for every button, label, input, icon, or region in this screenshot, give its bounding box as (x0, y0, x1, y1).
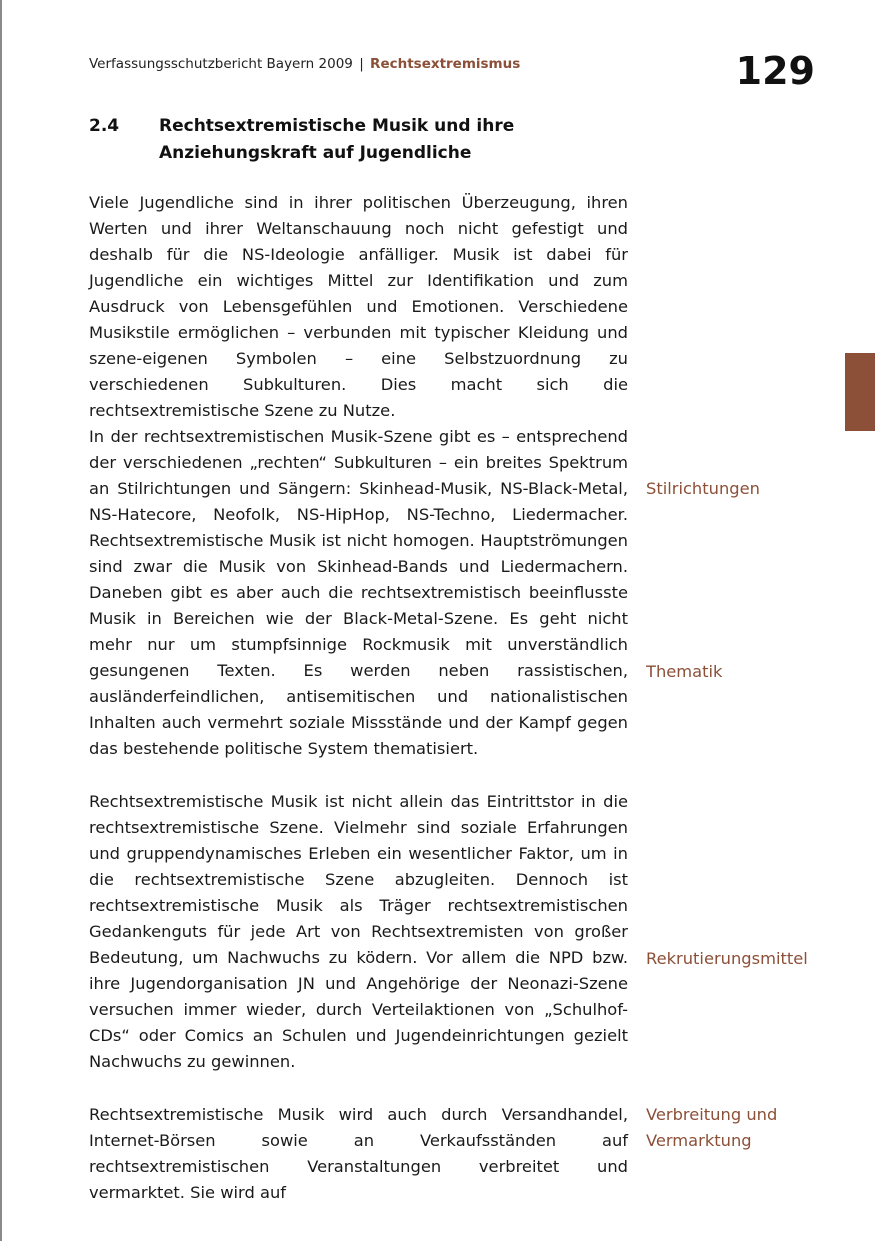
header-section: Rechtsextremismus (370, 56, 521, 72)
paragraph-1: Viele Jugendliche sind in ihrer politischen Überzeugung, ihren Werten und ihrer Weltanschauung noch nicht gefestigt und deshalb für die NS-Ideologie anfälliger. Musik ist dabei für Jugendliche ein wichtiges Mittel zur Identifikation und zum Ausdruck von Lebensgefühlen und Emotionen. Verschiedene Musikstile ermöglichen – verbunden mit typischer Kleidung und szene-eigenen Symbolen – eine Selbstzuordnung zu verschiedenen Subkulturen. Dies macht sich die rechtsextremistische Szene zu Nutze. (89, 193, 628, 420)
paragraph-3: Rechtsextremistische Musik ist nicht allein das Eintrittstor in die rechtsextremistische Szene. Vielmehr sind soziale Erfahrungen und gruppendynamisches Erleben ein wesentlicher Faktor, um in die rechtsextremistische Szene abzugleiten. Dennoch ist rechtsextremistische Musik als Träger rechtsextremistischen Gedankenguts für jede Art von Rechtsextremisten von großer Bedeutung, um Nachwuchs zu ködern. Vor allem die NPD bzw. ihre Jugendorganisation JN und Angehörige der Neonazi-Szene versuchen immer wieder, durch Verteilaktionen von „Schulhof-CDs“ oder Comics an Schulen und Jugendeinrichtungen gezielt Nachwuchs zu gewinnen. (89, 792, 628, 1071)
paragraph-4: Rechtsextremistische Musik wird auch durch Versandhandel, Internet-Börsen sowie an Verkaufsständen auf rechtsextremistischen Veranstaltungen verbreitet und vermarktet. Sie wird auf (89, 1105, 628, 1202)
header-title: Verfassungsschutzbericht Bayern 2009 (89, 56, 353, 72)
section-title: Rechtsextremistische Musik und ihre Anziehungskraft auf Jugendliche (159, 116, 515, 163)
margin-note-thematik: Thematik (646, 662, 723, 681)
section-number: 2.4 (89, 116, 120, 136)
margin-note-rekrutierungsmittel: Rekrutierungsmittel (646, 949, 808, 968)
margin-note-vermarktung: Vermarktung (646, 1131, 752, 1150)
page-number: 129 (735, 49, 815, 93)
margin-note-verbreitung: Verbreitung und (646, 1105, 778, 1124)
header-separator: | (359, 56, 364, 72)
running-header (89, 56, 520, 72)
paragraph-2: In der rechtsextremistischen Musik-Szene gibt es – entsprechend der verschiedenen „rechten“ Subkulturen – ein breites Spektrum an Stilrichtungen und Sängern: Skinhead-Musik, NS-Black-Metal, NS-Hatecore, Neofolk, NS-HipHop, NS-Techno, Liedermacher. Rechtsextremistische Musik ist nicht homogen. Hauptströmungen sind zwar die Musik von Skinhead-Bands und Liedermachern. Daneben gibt es aber auch die rechtsextremistisch beeinflusste Musik in Bereichen wie der Black-Metal-Szene. Es geht nicht mehr nur um stumpfsinnige Rockmusik mit unverständlich gesungenen Texten. Es werden neben rassistischen, ausländerfeindlichen, antisemitischen und nationalistischen Inhalten auch vermehrt soziale Missstände und der Kampf gegen das bestehende politische System thematisiert. (89, 427, 628, 758)
chapter-tab-marker (845, 353, 875, 431)
margin-note-stilrichtungen: Stilrichtungen (646, 479, 760, 498)
page-left-border (0, 0, 2, 1241)
